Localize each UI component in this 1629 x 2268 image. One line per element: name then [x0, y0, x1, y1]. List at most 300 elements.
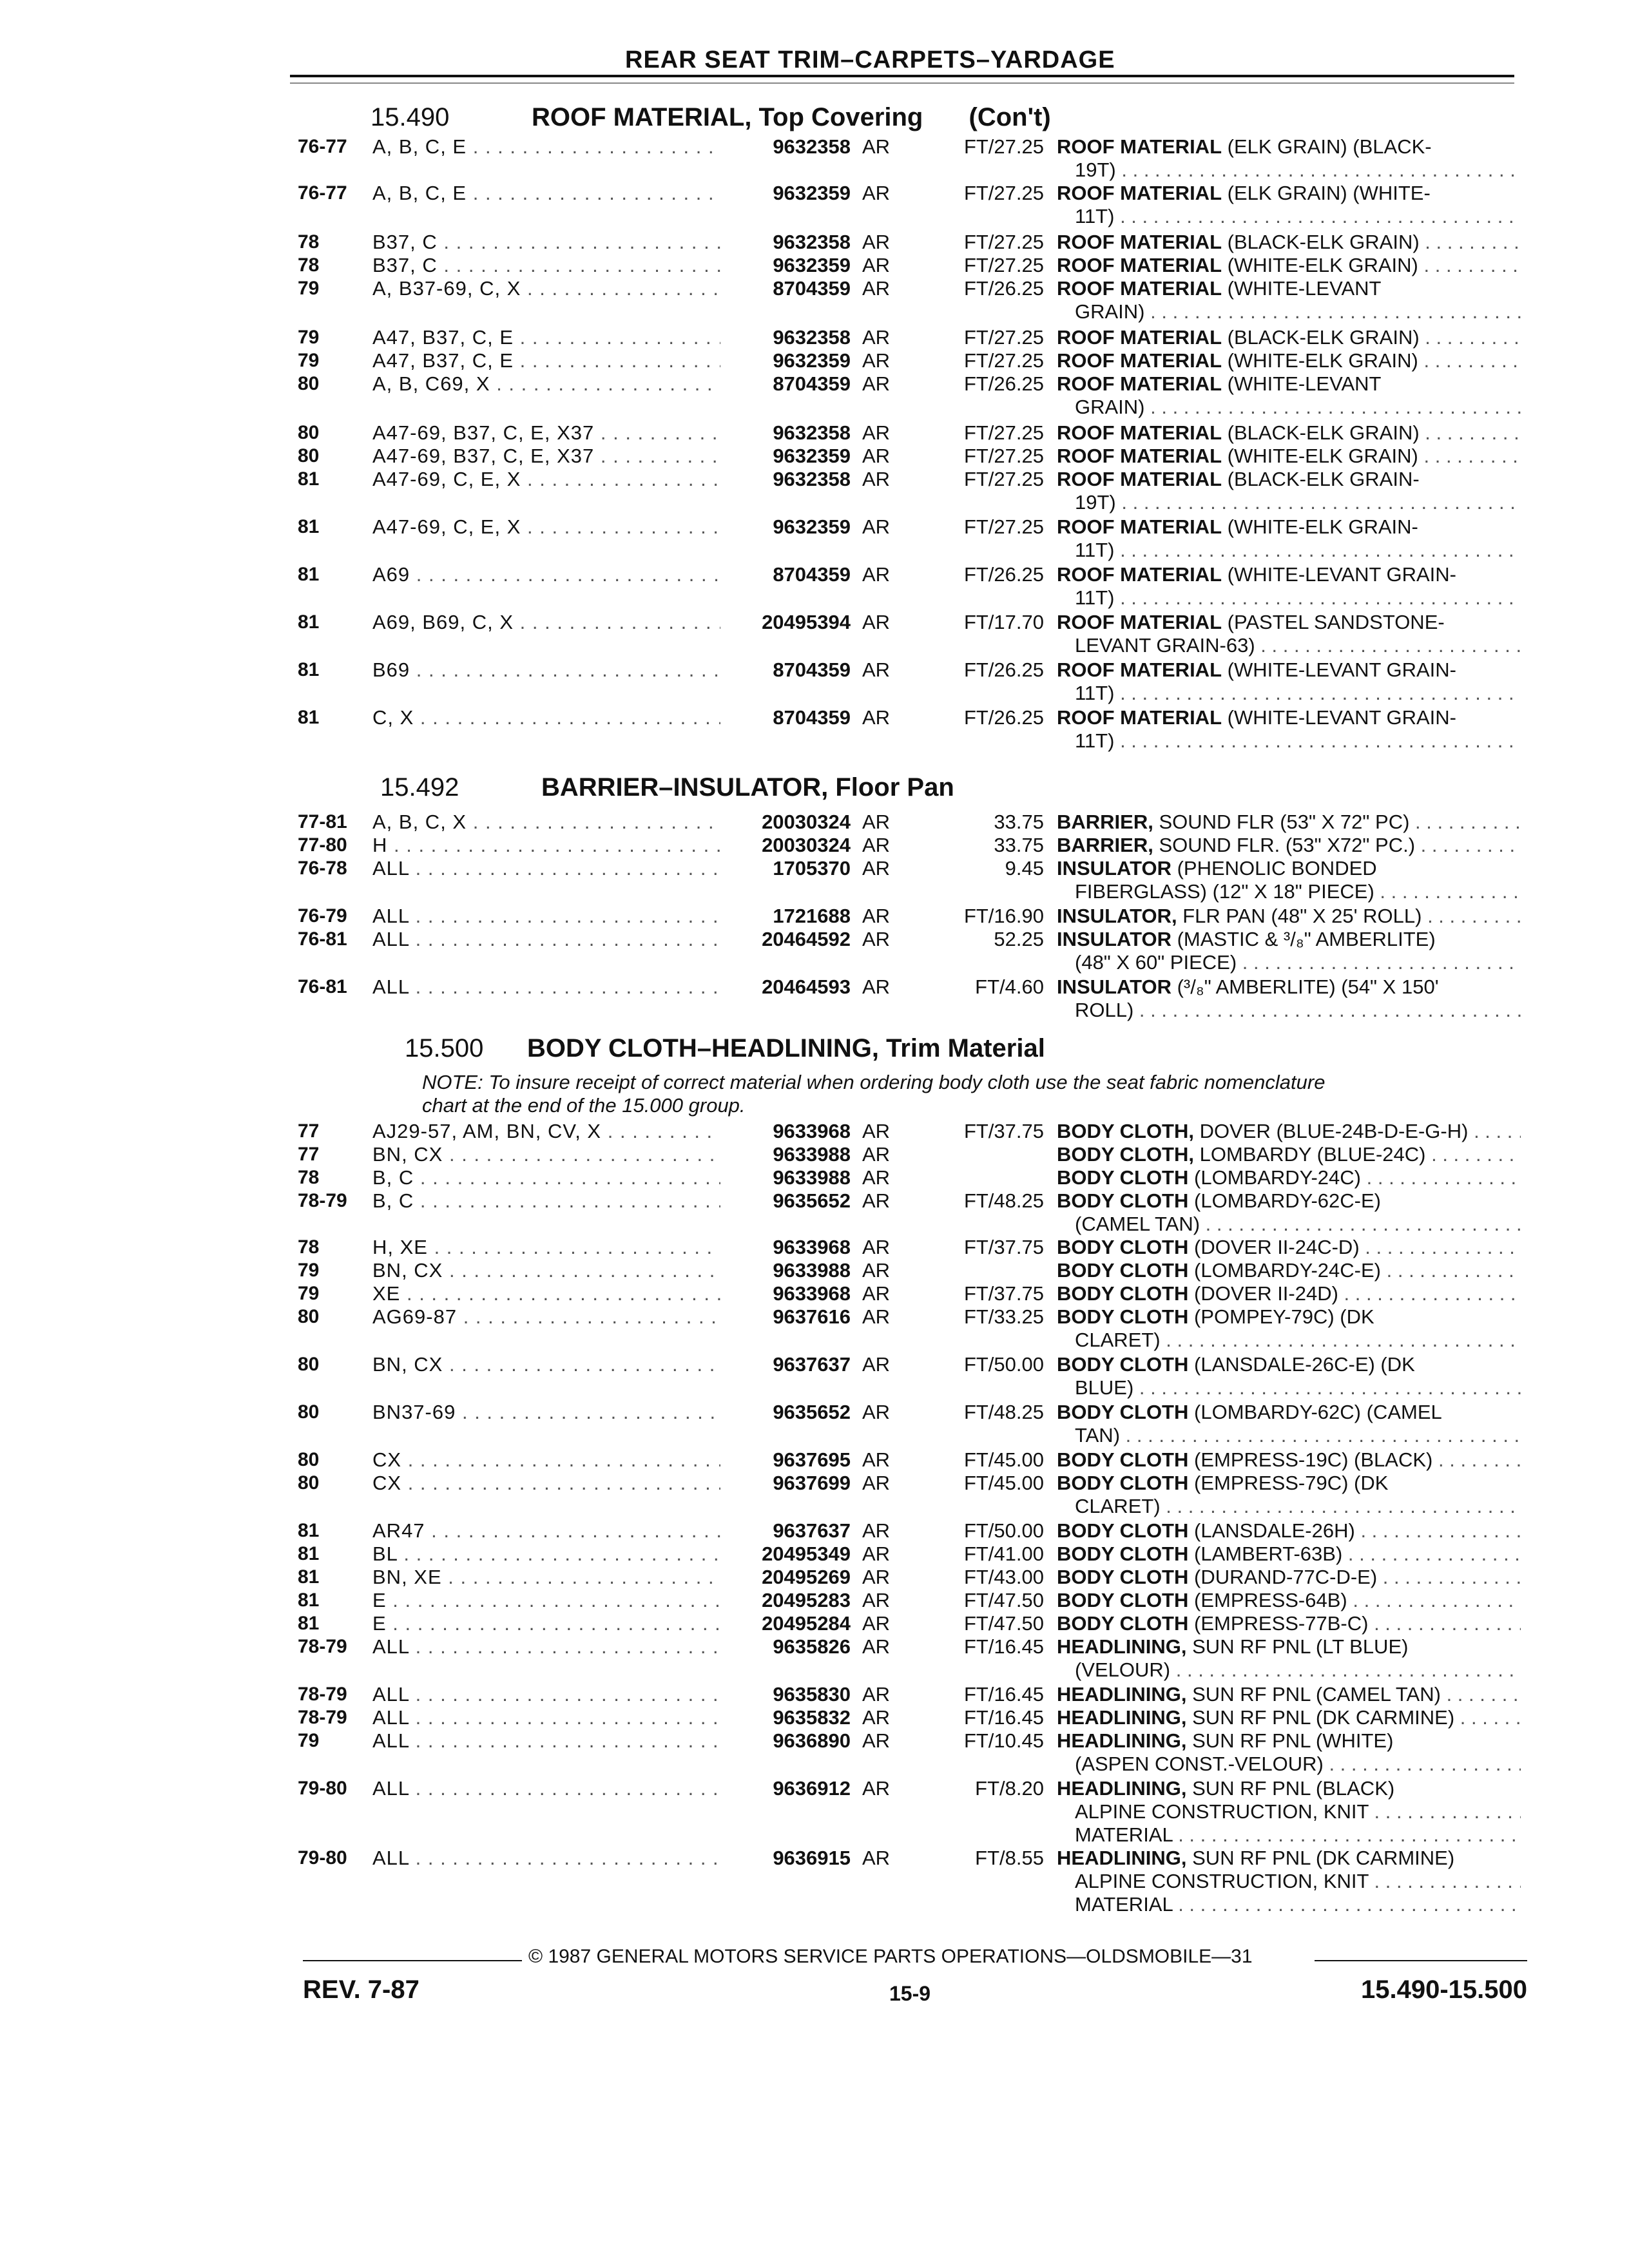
part-number: 9632358 — [773, 421, 851, 444]
parts-row — [0, 468, 1629, 514]
description-line-2: GRAIN) . . . — [1057, 396, 1521, 419]
description-line-1 — [1057, 1189, 1521, 1213]
part-name: ROOF MATERIAL — [1057, 372, 1222, 395]
model-year: 76-81 — [298, 976, 347, 997]
model-year: 80 — [298, 1472, 320, 1494]
parts-row — [0, 515, 1629, 562]
part-name: ROOF MATERIAL — [1057, 706, 1222, 729]
model-year: 76-79 — [298, 905, 347, 927]
model-year: 81 — [298, 1566, 320, 1588]
body-model: E . . . — [372, 1589, 720, 1612]
unit-price: FT/27.25 — [963, 231, 1044, 253]
description-text: (³/₈" AMBERLITE) (54" X 150' — [1177, 975, 1439, 998]
model-year: 81 — [298, 611, 320, 633]
description-text: SOUND FLR. (53" X72" PC.) — [1159, 834, 1416, 856]
unit-price: FT/43.00 — [963, 1566, 1044, 1588]
quantity: AR — [862, 811, 891, 833]
parts-row — [0, 1729, 1629, 1776]
quantity: AR — [862, 135, 891, 158]
part-number: 9632359 — [773, 515, 851, 538]
parts-row — [0, 1401, 1629, 1447]
part-description — [1057, 834, 1521, 857]
quantity: AR — [862, 231, 891, 253]
body-model: ALL . . . — [372, 857, 720, 880]
body-model: XE . . . — [372, 1282, 720, 1305]
unit-price: 9.45 — [1005, 857, 1044, 879]
model-year: 77 — [298, 1120, 320, 1142]
part-description — [1057, 1282, 1521, 1305]
part-name: BODY CLOTH — [1057, 1472, 1189, 1494]
description-text: (WHITE-LEVANT GRAIN- — [1227, 563, 1457, 586]
description-text: (PASTEL SANDSTONE- — [1227, 611, 1445, 633]
parts-row — [0, 1847, 1629, 1917]
part-number: 9632359 — [773, 349, 851, 372]
description-line-1 — [1057, 1542, 1521, 1566]
model-year: 79 — [298, 1730, 320, 1751]
unit-price: 33.75 — [994, 834, 1044, 856]
model-year: 81 — [298, 564, 320, 585]
section-heading-15-500 — [405, 1034, 1045, 1063]
unit-price: FT/27.25 — [963, 445, 1044, 467]
part-number: 9632358 — [773, 468, 851, 490]
description-line-1 — [1057, 706, 1521, 729]
part-description — [1057, 1305, 1521, 1352]
body-model: ALL . . . — [372, 905, 720, 928]
unit-price: FT/27.25 — [963, 326, 1044, 349]
description-text: (BLACK-ELK GRAIN) — [1227, 326, 1420, 349]
unit-price: FT/16.45 — [963, 1635, 1044, 1658]
body-model: A, B37-69, C, X . . . — [372, 277, 720, 300]
body-model: A, B, C, E . . . — [372, 135, 720, 159]
body-model: B69 . . . — [372, 658, 720, 682]
description-line-1 — [1057, 1847, 1521, 1870]
unit-price: FT/50.00 — [963, 1353, 1044, 1376]
model-year: 78-79 — [298, 1190, 347, 1211]
description-text: (EMPRESS-64B) — [1194, 1589, 1347, 1611]
page-number: 15-9 — [889, 1982, 931, 2005]
part-name: ROOF MATERIAL — [1057, 611, 1222, 633]
description-line-1 — [1057, 326, 1521, 349]
section-title: ROOF MATERIAL, Top Covering — [532, 103, 923, 131]
description-text: (EMPRESS-19C) (BLACK) — [1194, 1448, 1433, 1471]
model-year: 79-80 — [298, 1778, 347, 1799]
body-model: A47, B37, C, E . . . — [372, 349, 720, 372]
body-model: B37, C . . . — [372, 254, 720, 277]
quantity: AR — [862, 1566, 891, 1588]
description-text: (WHITE-LEVANT — [1227, 372, 1382, 395]
parts-row — [0, 135, 1629, 182]
part-description — [1057, 1236, 1521, 1259]
model-year: 81 — [298, 1613, 320, 1634]
body-model: H . . . — [372, 834, 720, 857]
part-name: ROOF MATERIAL — [1057, 326, 1222, 349]
part-number: 9632359 — [773, 182, 851, 204]
part-name: HEADLINING, — [1057, 1706, 1187, 1729]
quantity: AR — [862, 611, 891, 633]
quantity: AR — [862, 372, 891, 395]
description-text: (PHENOLIC BONDED — [1177, 857, 1377, 879]
part-name: BODY CLOTH — [1057, 1282, 1189, 1305]
quantity: AR — [862, 326, 891, 349]
part-name: BODY CLOTH — [1057, 1448, 1189, 1471]
unit-price: FT/8.20 — [975, 1777, 1044, 1800]
part-number: 9635652 — [773, 1401, 851, 1423]
quantity: AR — [862, 1683, 891, 1706]
part-name: INSULATOR — [1057, 975, 1171, 998]
parts-row — [0, 1189, 1629, 1236]
part-name: BODY CLOTH — [1057, 1519, 1189, 1542]
model-year: 76-78 — [298, 858, 347, 879]
part-description — [1057, 421, 1521, 445]
part-name: BODY CLOTH — [1057, 1589, 1189, 1611]
body-model: A47-69, B37, C, E, X37 . . . — [372, 421, 720, 445]
description-line-2: FIBERGLASS) (12" X 18" PIECE) . . . — [1057, 880, 1521, 903]
part-name: ROOF MATERIAL — [1057, 658, 1222, 681]
description-text: SUN RF PNL (BLACK) — [1192, 1777, 1395, 1800]
unit-price: FT/47.50 — [963, 1612, 1044, 1635]
footer-rule-right — [1315, 1960, 1527, 1961]
unit-price: FT/16.45 — [963, 1706, 1044, 1729]
footer-rule-left — [303, 1960, 522, 1961]
part-number: 9632359 — [773, 254, 851, 276]
description-text: SUN RF PNL (DK CARMINE) — [1192, 1706, 1455, 1729]
page-title: REAR SEAT TRIM–CARPETS–YARDAGE — [625, 46, 1115, 73]
description-line-1 — [1057, 834, 1521, 857]
section-title: BODY CLOTH–HEADLINING, Trim Material — [527, 1034, 1045, 1062]
body-model: ALL . . . — [372, 1683, 720, 1706]
model-year: 81 — [298, 468, 320, 490]
description-line-1 — [1057, 254, 1521, 277]
quantity: AR — [862, 515, 891, 538]
quantity: AR — [862, 1635, 891, 1658]
description-text: (LANSDALE-26H) — [1194, 1519, 1355, 1542]
quantity: AR — [862, 468, 891, 490]
quantity: AR — [862, 1542, 891, 1565]
quantity: AR — [862, 1589, 891, 1611]
part-description — [1057, 658, 1521, 705]
part-description — [1057, 515, 1521, 562]
model-year: 81 — [298, 659, 320, 680]
description-text: (BLACK-ELK GRAIN- — [1227, 468, 1420, 490]
part-description — [1057, 611, 1521, 657]
part-name: BODY CLOTH — [1057, 1166, 1189, 1189]
unit-price: FT/45.00 — [963, 1472, 1044, 1494]
part-name: HEADLINING, — [1057, 1777, 1187, 1800]
unit-price: FT/27.25 — [963, 421, 1044, 444]
unit-price: FT/17.70 — [963, 611, 1044, 633]
part-number: 8704359 — [773, 706, 851, 729]
description-line-1 — [1057, 1401, 1521, 1424]
quantity: AR — [862, 182, 891, 204]
model-year: 78 — [298, 1236, 320, 1258]
part-number: 9637637 — [773, 1353, 851, 1376]
part-number: 9636890 — [773, 1729, 851, 1752]
part-description — [1057, 905, 1521, 928]
section-continued: (Con't) — [969, 103, 1051, 131]
parts-row — [0, 1305, 1629, 1352]
quantity: AR — [862, 905, 891, 927]
part-number: 9637637 — [773, 1519, 851, 1542]
body-model: H, XE . . . — [372, 1236, 720, 1259]
quantity: AR — [862, 1166, 891, 1189]
quantity: AR — [862, 563, 891, 586]
part-description — [1057, 372, 1521, 419]
unit-price: FT/47.50 — [963, 1589, 1044, 1611]
description-line-3: MATERIAL . . . — [1057, 1823, 1521, 1847]
model-year: 79 — [298, 327, 320, 348]
unit-price: FT/26.25 — [963, 277, 1044, 300]
unit-price: FT/37.75 — [963, 1236, 1044, 1258]
body-model: ALL . . . — [372, 1847, 720, 1870]
model-year: 80 — [298, 1401, 320, 1423]
body-model: AG69-87 . . . — [372, 1305, 720, 1329]
unit-price: FT/26.25 — [963, 658, 1044, 681]
body-model: A, B, C69, X . . . — [372, 372, 720, 396]
body-model: A47-69, C, E, X . . . — [372, 468, 720, 491]
quantity: AR — [862, 1143, 891, 1166]
unit-price: 52.25 — [994, 928, 1044, 950]
description-line-1 — [1057, 515, 1521, 539]
quantity: AR — [862, 421, 891, 444]
description-line-1 — [1057, 1120, 1521, 1143]
part-number: 9633988 — [773, 1143, 851, 1166]
part-description — [1057, 1189, 1521, 1236]
quantity: AR — [862, 1777, 891, 1800]
model-year: 79-80 — [298, 1847, 347, 1869]
description-line-1 — [1057, 1305, 1521, 1329]
quantity: AR — [862, 1519, 891, 1542]
description-line-1 — [1057, 1259, 1521, 1282]
description-line-1 — [1057, 182, 1521, 205]
description-line-3: MATERIAL . . . — [1057, 1893, 1521, 1916]
part-description — [1057, 1542, 1521, 1566]
description-line-1 — [1057, 421, 1521, 445]
part-description — [1057, 1353, 1521, 1399]
description-line-2: ALPINE CONSTRUCTION, KNIT . . . — [1057, 1870, 1521, 1893]
description-line-2: GRAIN) . . . — [1057, 300, 1521, 323]
description-text: (DOVER II-24D) — [1194, 1282, 1338, 1305]
unit-price: 33.75 — [994, 811, 1044, 833]
part-number: 20495349 — [762, 1542, 851, 1565]
part-description — [1057, 182, 1521, 228]
parts-row — [0, 563, 1629, 610]
model-year: 80 — [298, 373, 320, 394]
body-model: A47, B37, C, E . . . — [372, 326, 720, 349]
quantity: AR — [862, 1448, 891, 1471]
description-line-1 — [1057, 611, 1521, 634]
description-text: SUN RF PNL (DK CARMINE) — [1192, 1847, 1455, 1869]
model-year: 78-79 — [298, 1707, 347, 1728]
part-description — [1057, 277, 1521, 323]
part-number: 9635832 — [773, 1706, 851, 1729]
unit-price: FT/33.25 — [963, 1305, 1044, 1328]
part-description — [1057, 1589, 1521, 1612]
description-line-2: CLARET) . . . — [1057, 1329, 1521, 1352]
body-model: AJ29-57, AM, BN, CV, X . . . — [372, 1120, 720, 1143]
part-number: 9635826 — [773, 1635, 851, 1658]
description-line-1 — [1057, 975, 1521, 999]
body-model: ALL . . . — [372, 1635, 720, 1658]
description-text: FLR PAN (48" X 25' ROLL) — [1182, 905, 1422, 927]
part-number: 9633988 — [773, 1259, 851, 1282]
description-text: SOUND FLR (53" X 72" PC) — [1159, 811, 1410, 833]
description-text: (ELK GRAIN) (WHITE- — [1227, 182, 1431, 204]
part-number: 9633968 — [773, 1236, 851, 1258]
part-number: 1721688 — [773, 905, 851, 927]
part-name: ROOF MATERIAL — [1057, 515, 1222, 538]
part-name: BODY CLOTH — [1057, 1305, 1189, 1328]
description-line-1 — [1057, 1777, 1521, 1800]
description-line-2: CLARET) . . . — [1057, 1495, 1521, 1518]
quantity: AR — [862, 1259, 891, 1282]
part-number: 9632358 — [773, 135, 851, 158]
description-line-1 — [1057, 811, 1521, 834]
note-line-1: NOTE: To insure receipt of correct material when ordering body cloth use the seat fabric nomenclature — [422, 1071, 1325, 1093]
unit-price: FT/48.25 — [963, 1189, 1044, 1212]
part-number: 9637699 — [773, 1472, 851, 1494]
quantity: AR — [862, 706, 891, 729]
page-footer — [303, 1946, 1527, 2017]
description-text: (LOMBARDY-24C) — [1194, 1166, 1361, 1189]
unit-price: FT/27.25 — [963, 254, 1044, 276]
quantity: AR — [862, 254, 891, 276]
description-line-1 — [1057, 857, 1521, 880]
model-year: 80 — [298, 422, 320, 443]
section-number: 15.500 — [405, 1034, 484, 1062]
quantity: AR — [862, 1282, 891, 1305]
description-text: (WHITE-ELK GRAIN) — [1227, 254, 1418, 276]
model-year: 78 — [298, 231, 320, 253]
part-number: 9632359 — [773, 445, 851, 467]
parts-row — [0, 928, 1629, 974]
description-text: (WHITE-LEVANT GRAIN- — [1227, 706, 1457, 729]
part-number: 20464592 — [762, 928, 851, 950]
body-model: AR47 . . . — [372, 1519, 720, 1542]
part-description — [1057, 468, 1521, 514]
body-model: A, B, C, E . . . — [372, 182, 720, 205]
body-model: BN, CX . . . — [372, 1353, 720, 1376]
parts-row — [0, 182, 1629, 228]
body-model: C, X . . . — [372, 706, 720, 729]
copyright-notice: © 1987 GENERAL MOTORS SERVICE PARTS OPERATIONS—OLDSMOBILE—31 — [528, 1946, 1253, 1967]
section-heading-15-492 — [380, 773, 954, 802]
parts-row — [0, 975, 1629, 1022]
description-line-1 — [1057, 1519, 1521, 1542]
part-description — [1057, 975, 1521, 1022]
description-line-1 — [1057, 905, 1521, 928]
body-model: CX . . . — [372, 1448, 720, 1472]
part-number: 9632358 — [773, 231, 851, 253]
model-year: 76-77 — [298, 182, 347, 204]
part-description — [1057, 1847, 1521, 1916]
parts-row — [0, 1353, 1629, 1399]
description-text: (WHITE-ELK GRAIN) — [1227, 445, 1418, 467]
description-line-2: (CAMEL TAN) . . . — [1057, 1213, 1521, 1236]
part-name: ROOF MATERIAL — [1057, 277, 1222, 300]
description-line-1 — [1057, 1166, 1521, 1189]
body-model: BN, XE . . . — [372, 1566, 720, 1589]
description-line-1 — [1057, 563, 1521, 586]
description-line-1 — [1057, 928, 1521, 951]
unit-price: FT/16.45 — [963, 1683, 1044, 1706]
section-number: 15.490 — [371, 103, 450, 131]
description-text: (BLACK-ELK GRAIN) — [1227, 231, 1420, 253]
part-name: HEADLINING, — [1057, 1729, 1187, 1752]
quantity: AR — [862, 1612, 891, 1635]
part-name: BODY CLOTH, — [1057, 1120, 1194, 1142]
part-description — [1057, 563, 1521, 610]
part-name: ROOF MATERIAL — [1057, 135, 1222, 158]
parts-row — [0, 857, 1629, 903]
description-text: (DOVER II-24C-D) — [1194, 1236, 1360, 1258]
description-text: (WHITE-LEVANT — [1227, 277, 1382, 300]
part-number: 20030324 — [762, 834, 851, 856]
description-text: (LAMBERT-63B) — [1194, 1542, 1343, 1565]
unit-price: FT/26.25 — [963, 563, 1044, 586]
part-name: INSULATOR — [1057, 928, 1171, 950]
part-description — [1057, 231, 1521, 254]
quantity: AR — [862, 1706, 891, 1729]
part-description — [1057, 928, 1521, 974]
description-text: (EMPRESS-79C) (DK — [1194, 1472, 1389, 1494]
description-line-1 — [1057, 1706, 1521, 1729]
part-description — [1057, 1777, 1521, 1847]
description-line-1 — [1057, 1589, 1521, 1612]
quantity: AR — [862, 445, 891, 467]
part-name: ROOF MATERIAL — [1057, 254, 1222, 276]
description-line-1 — [1057, 1472, 1521, 1495]
description-line-1 — [1057, 1143, 1521, 1166]
part-name: BARRIER, — [1057, 811, 1153, 833]
unit-price: FT/48.25 — [963, 1401, 1044, 1423]
part-number: 20464593 — [762, 975, 851, 998]
part-description — [1057, 135, 1521, 182]
part-description — [1057, 1519, 1521, 1542]
quantity: AR — [862, 1236, 891, 1258]
description-line-2: 11T) . . . — [1057, 539, 1521, 562]
part-number: 9633968 — [773, 1120, 851, 1142]
part-description — [1057, 1259, 1521, 1282]
part-description — [1057, 1143, 1521, 1166]
part-name: BODY CLOTH — [1057, 1353, 1189, 1376]
quantity: AR — [862, 975, 891, 998]
quantity: AR — [862, 857, 891, 879]
part-description — [1057, 1401, 1521, 1447]
parts-row — [0, 706, 1629, 753]
body-model: ALL . . . — [372, 975, 720, 999]
description-text: (DURAND-77C-D-E) — [1194, 1566, 1378, 1588]
body-model: A69 . . . — [372, 563, 720, 586]
quantity: AR — [862, 928, 891, 950]
part-name: BODY CLOTH — [1057, 1612, 1189, 1635]
unit-price: FT/27.25 — [963, 468, 1044, 490]
model-year: 80 — [298, 1306, 320, 1327]
body-model: ALL . . . — [372, 1777, 720, 1800]
description-line-1 — [1057, 349, 1521, 372]
description-text: SUN RF PNL (CAMEL TAN) — [1192, 1683, 1441, 1706]
description-text: (LOMBARDY-24C-E) — [1194, 1259, 1381, 1282]
body-model: CX . . . — [372, 1472, 720, 1495]
body-model: A, B, C, X . . . — [372, 811, 720, 834]
part-number: 8704359 — [773, 563, 851, 586]
part-number: 9637695 — [773, 1448, 851, 1471]
unit-price: FT/4.60 — [975, 975, 1044, 998]
body-model: BN, CX . . . — [372, 1259, 720, 1282]
header-rule-secondary — [290, 82, 1514, 84]
description-text: SUN RF PNL (WHITE) — [1192, 1729, 1394, 1752]
model-year: 77-81 — [298, 811, 347, 832]
description-line-2: (48" X 60" PIECE) . . . — [1057, 951, 1521, 974]
